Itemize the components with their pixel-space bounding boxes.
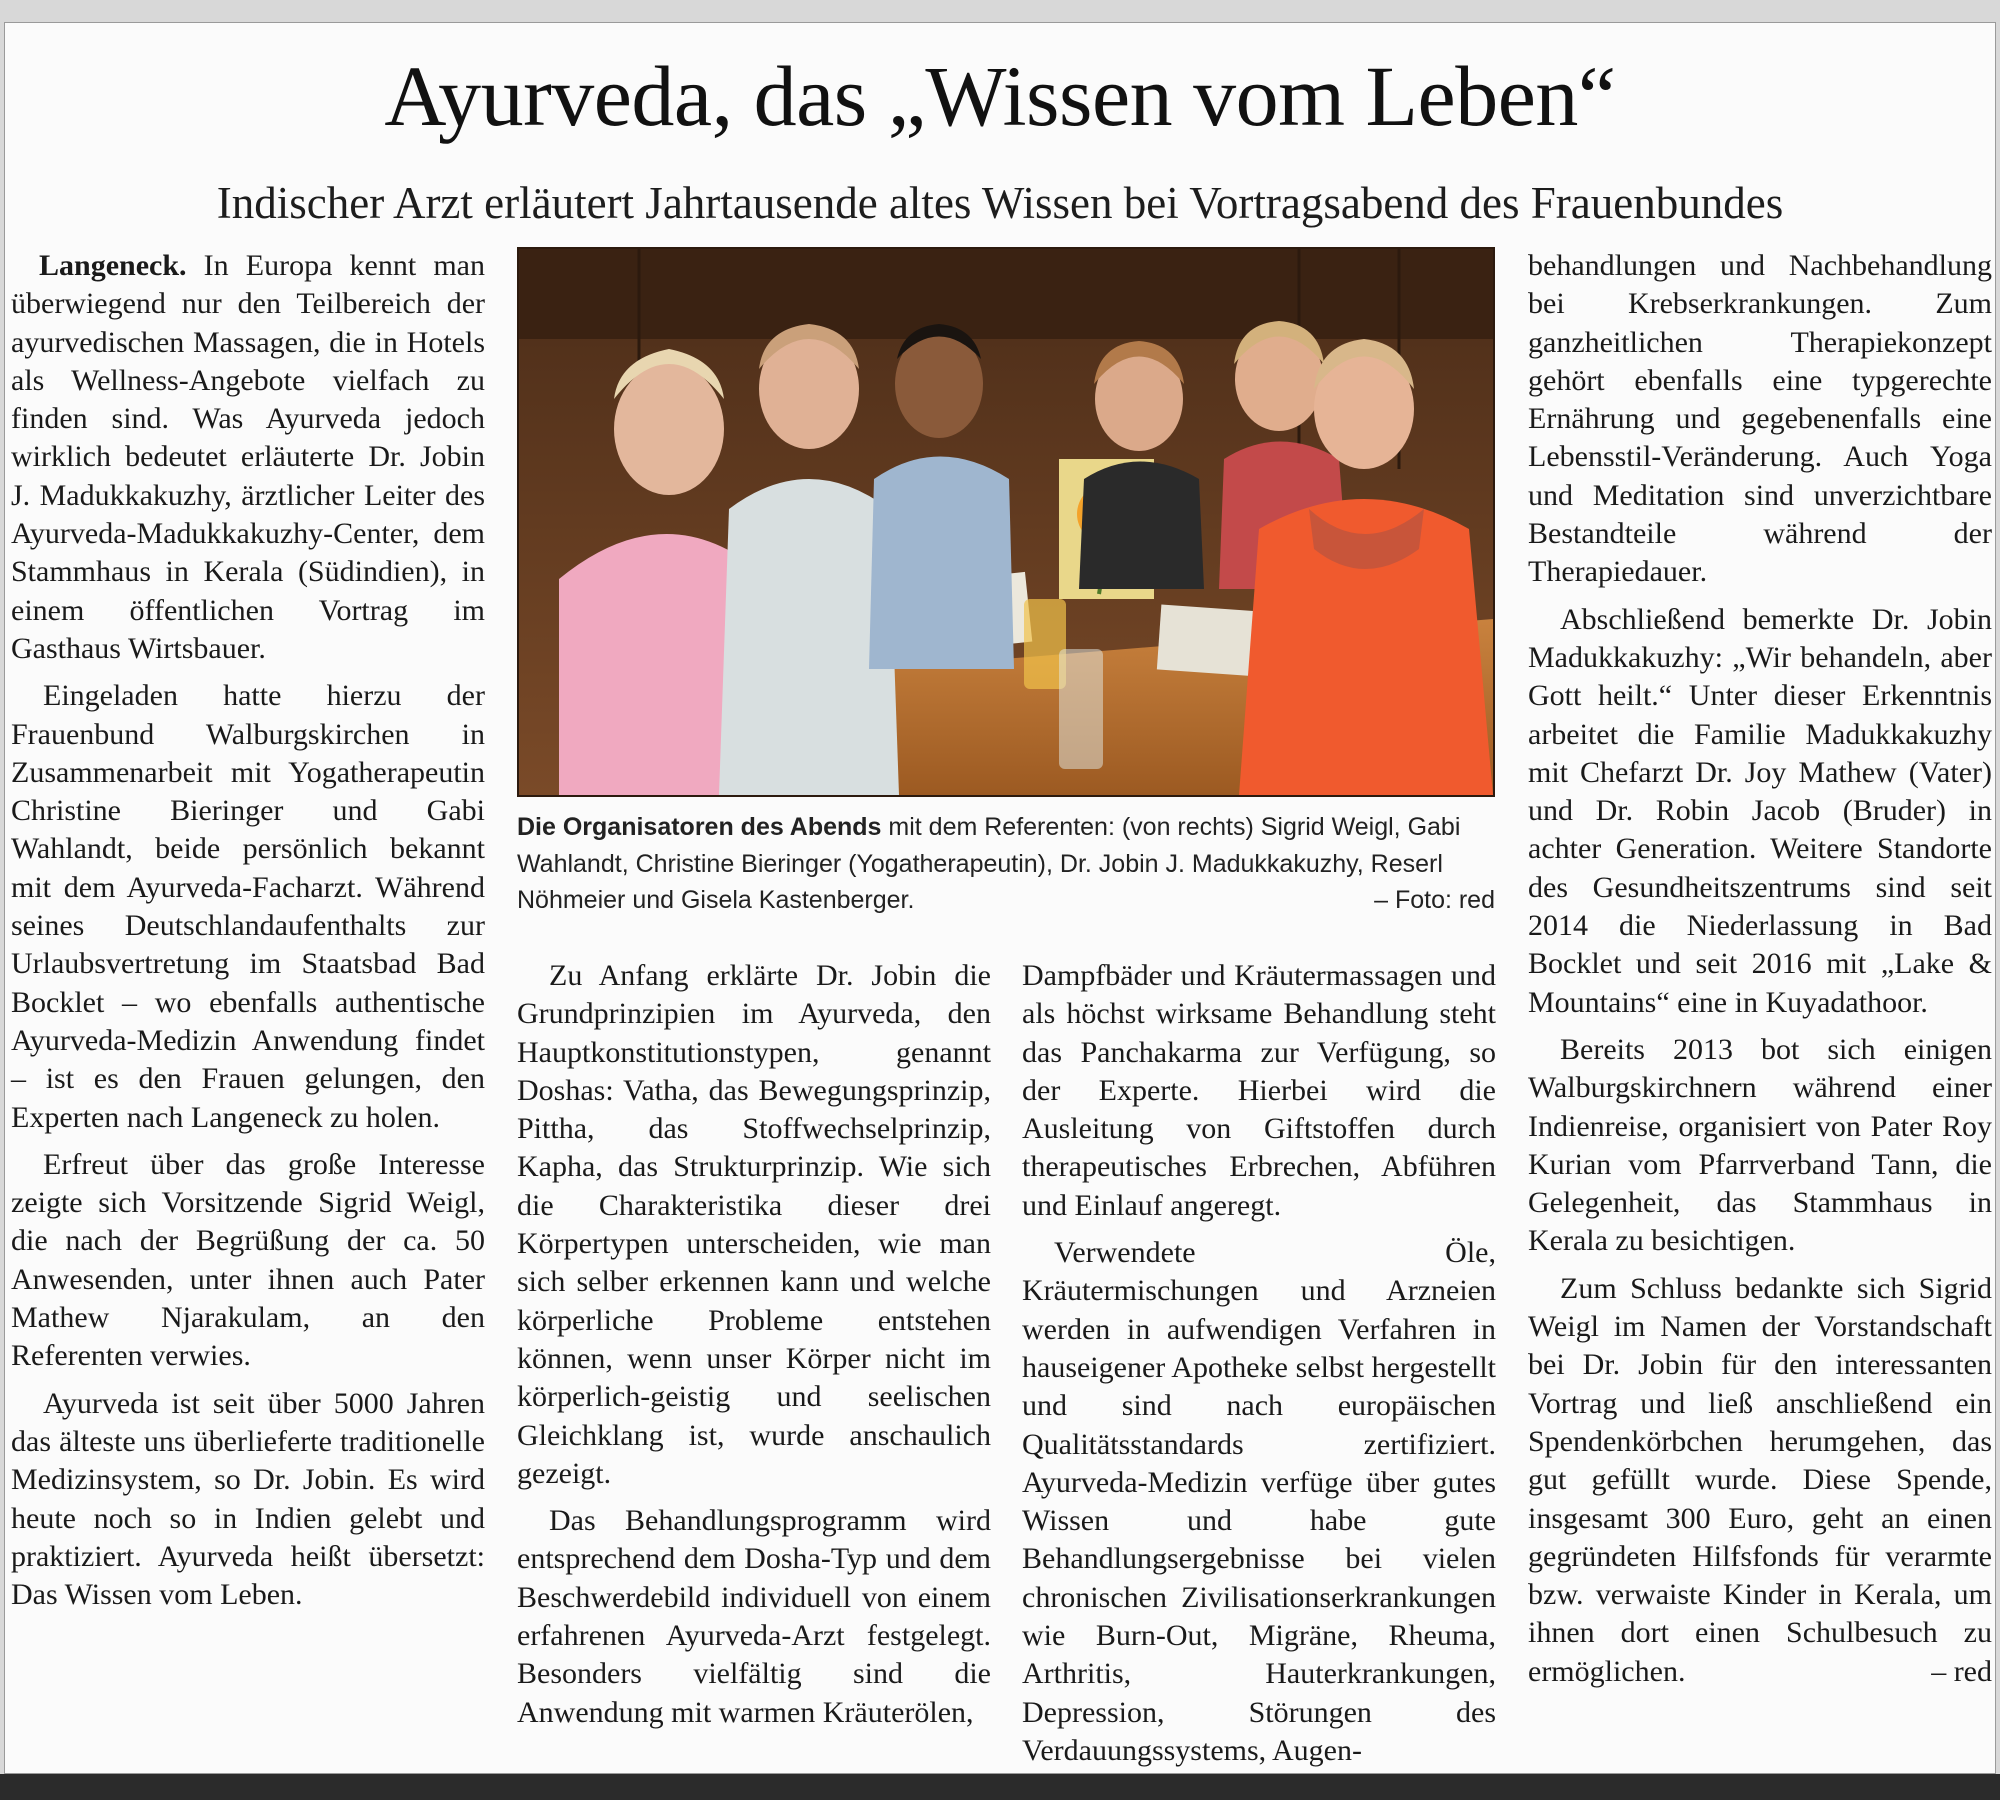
paragraph: Das Behandlungsprogramm wird entsprechend dem Dosha-Typ und dem Beschwerdebild individuell von einem erfahrenen Ayurveda-Arzt festgelegt. Besonders vielfältig sind die Anwendung mit warmen Kräuterölen, [517,1504,991,1729]
group-photo-illustration [519,249,1493,795]
paragraph: Ayurveda ist seit über 5000 Jahren das älteste uns überlieferte traditionelle Medizinsystem, so Dr. Jobin. Es wird heute noch so in Indien gelebt und praktiziert. Ayurveda heißt übersetzt: Das Wissen vom Leben. [11,1386,485,1612]
paragraph-text: Zum Schluss bedankte sich Sigrid Weigl im Namen der Vorstandschaft bei Dr. Jobin für den interessanten Vortrag und ließ anschließend ein Spendenkörbchen herumgehen, das gut gefüllt wurde. Diese Spende, insgesamt 300 Euro, geht an einen gegründeten Hilfsfonds für verarmte bzw. verwaiste Kinder in Kerala, um ihnen dort einen Schulbesuch zu ermöglichen. [1528,1271,1992,1688]
paragraph [11,247,485,668]
headline: Ayurveda, das „Wissen vom Leben“ [384,48,1616,144]
author-signature: – red [1931,1654,1992,1688]
paragraph: Dampfbäder und Kräutermassagen und als höchst wirksame Behandlung steht das Panchakarma zur Verfügung, so der Experte. Hierbei wird die Ausleitung von Giftstoffen durch therapeutisches Erbrechen, Abführen und Einlauf angeregt. [1022,959,1496,1222]
bottom-bar [0,1774,2000,1800]
paragraph: Abschließend bemerkte Dr. Jobin Madukkakuzhy: „Wir behandeln, aber Gott heilt.“ Unter dieser Erkenntnis arbeitet die Familie Madukkakuzhy mit Chefarzt Dr. Joy Mathew (Vater) und Dr. Robin Jacob (Bruder) in achter Generation. Weitere Standorte des Gesundheitszentrums sind seit 2014 die Niederlassung in Bad Bocklet und seit 2016 mit „Lake & Mountains“ eine in Kuyadathoor. [1528,602,1992,1019]
article-photo [517,247,1495,797]
photo-caption [517,809,1495,919]
paragraph: Bereits 2013 bot sich einigen Walburgskirchnern während einer Indienreise, organisiert von Pater Roy Kurian vom Pfarrverband Tann, die Gelegenheit, das Stammhaus in Kerala zu besichtigen. [1528,1032,1992,1258]
paragraph: Verwendete Öle, Kräutermischungen und Arzneien werden in aufwendigen Verfahren in hauseigener Apotheke selbst hergestellt und sind nach europäischen Qualitätsstandards zertifiziert. Ayurveda-Medizin verfüge über gutes Wissen und habe gute Behandlungsergebnisse bei vielen chronischen Zivilisationserkrankungen wie Burn-Out, Migräne, Rheuma, Arthritis, Hauterkrankungen, Depression, Störungen des Verdauungssystems, Augen- [1022,1236,1496,1767]
article-column-3 [1022,957,1496,1774]
paragraph: Zu Anfang erklärte Dr. Jobin die Grundprinzipien im Ayurveda, den Hauptkonstitutionstypen, genannt Doshas: Vatha, das Bewegungsprinzip, Pittha, das Stoffwechselprinzip, Kapha, das Strukturprinzip. Wie sich die Charakteristika dieser drei Körpertypen unterscheiden, wie man sich selber erkennen kann und welche körperliche Probleme entstehen können, wenn unser Körper nicht im körperlich-geistig und seelischen Gleichklang ist, wurde anschaulich gezeigt. [517,959,991,1490]
paragraph: Erfreut über das große Interesse zeigte sich Vorsitzende Sigrid Weigl, die nach der Begrüßung der ca. 50 Anwesenden, unter ihnen auch Pater Mathew Njarakulam, an den Referenten verwies. [11,1147,485,1373]
paragraph: Eingeladen hatte hierzu der Frauenbund Walburgskirchen in Zusammenarbeit mit Yogatherapeutin Christine Bieringer und Gabi Wahlandt, beide persönlich bekannt mit dem Ayurveda-Facharzt. Während seines Deutschlandaufenthalts zur Urlaubsvertretung im Staatsbad Bad Bocklet – wo ebenfalls authentische Ayurveda-Medizin Anwendung findet – ist es den Frauen gelungen, den Experten nach Langeneck zu holen. [11,679,485,1134]
dateline: Langeneck. [39,249,187,282]
article-column-4 [1528,247,1992,1700]
caption-text: mit dem Referenten: (von rechts) Sigrid Weigl, Gabi Wahlandt, Christine Bieringer (Yogatherapeutin), Dr. Jobin J. Madukkakuzhy, Reserl Nöhmeier und Gisela Kastenberger. [517,813,1461,914]
paragraph: behandlungen und Nachbehandlung bei Krebserkrankungen. Zum ganzheitlichen Therapiekonzept gehört ebenfalls eine typgerechte Ernährung und gegebenenfalls eine Lebensstil-Veränderung. Auch Yoga und Meditation sind unverzichtbare Bestandteile während der Therapiedauer. [1528,249,1992,589]
article-column-1 [11,247,485,1623]
paragraph-text: In Europa kennt man überwiegend nur den Teilbereich der ayurvedischen Massagen, die in Hotels als Wellness-Angebote vielfach zu finden sind. Was Ayurveda jedoch wirklich bedeutet erläuterte Dr. Jobin J. Madukkakuzhy, ärztlicher Leiter des Ayurveda-Madukkakuzhy-Center, dem Stammhaus in Kerala (Südindien), in einem öffentlichen Vortrag im Gasthaus Wirtsbauer. [11,249,485,665]
photo-credit: – Foto: red [1374,886,1495,914]
subheadline: Indischer Arzt erläutert Jahrtausende altes Wissen bei Vortragsabend des Frauenbundes [216,178,1784,228]
article-column-2 [517,957,991,1741]
newspaper-clipping [4,22,1996,1774]
caption-lead: Die Organisatoren des Abends [517,813,882,841]
paragraph [1528,1270,1992,1691]
